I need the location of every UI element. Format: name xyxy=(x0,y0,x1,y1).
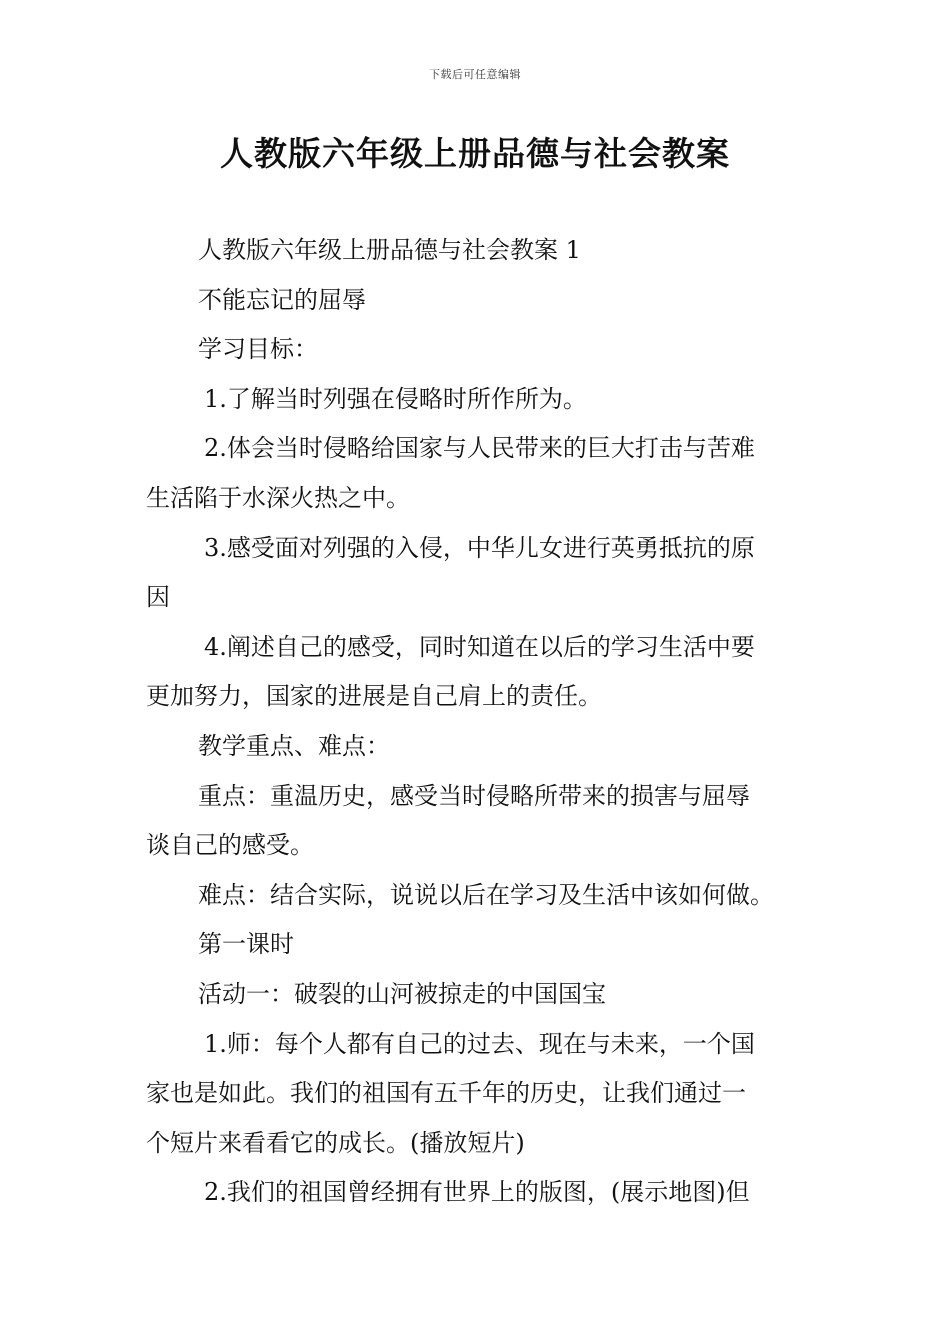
paragraph-line: 1.师：每个人都有自己的过去、现在与未来，一个国 xyxy=(204,1029,755,1058)
paragraph-line: 谈自己的感受。 xyxy=(146,831,314,860)
paragraph-line: 人教版六年级上册品德与社会教案 1 xyxy=(198,236,581,264)
paragraph-line: 教学重点、难点： xyxy=(198,731,390,760)
paragraph-line: 2.我们的祖国曾经拥有世界上的版图，(展示地图)但 xyxy=(204,1178,750,1207)
document-title: 人教版六年级上册品德与社会教案 xyxy=(220,134,730,173)
paragraph-line: 难点：结合实际，说说以后在学习及生活中该如何做。 xyxy=(198,880,774,909)
paragraph-line: 活动一：破裂的山河被掠走的中国国宝 xyxy=(198,979,606,1008)
paragraph-line: 2.体会当时侵略给国家与人民带来的巨大打击与苦难 xyxy=(204,434,755,463)
header-note: 下载后可任意编辑 xyxy=(429,68,521,81)
paragraph-line: 不能忘记的屈辱 xyxy=(198,285,366,314)
paragraph-line: 家也是如此。我们的祖国有五千年的历史，让我们通过一 xyxy=(146,1079,746,1108)
paragraph-line: 第一课时 xyxy=(198,930,294,959)
paragraph-line: 更加努力，国家的进展是自己肩上的责任。 xyxy=(146,682,602,711)
paragraph-line: 重点：重温历史，感受当时侵略所带来的损害与屈辱 xyxy=(198,781,750,810)
paragraph-line: 3.感受面对列强的入侵，中华儿女进行英勇抵抗的原 xyxy=(204,533,755,562)
paragraph-line: 1.了解当时列强在侵略时所作所为。 xyxy=(204,384,587,413)
paragraph-line: 生活陷于水深火热之中。 xyxy=(146,483,410,512)
paragraph-line: 4.阐述自己的感受，同时知道在以后的学习生活中要 xyxy=(204,632,755,661)
paragraph-line: 因 xyxy=(146,583,170,612)
paragraph-line: 学习目标： xyxy=(198,335,318,364)
paragraph-line: 个短片来看看它的成长。(播放短片) xyxy=(146,1128,525,1157)
document-body xyxy=(146,226,808,1218)
